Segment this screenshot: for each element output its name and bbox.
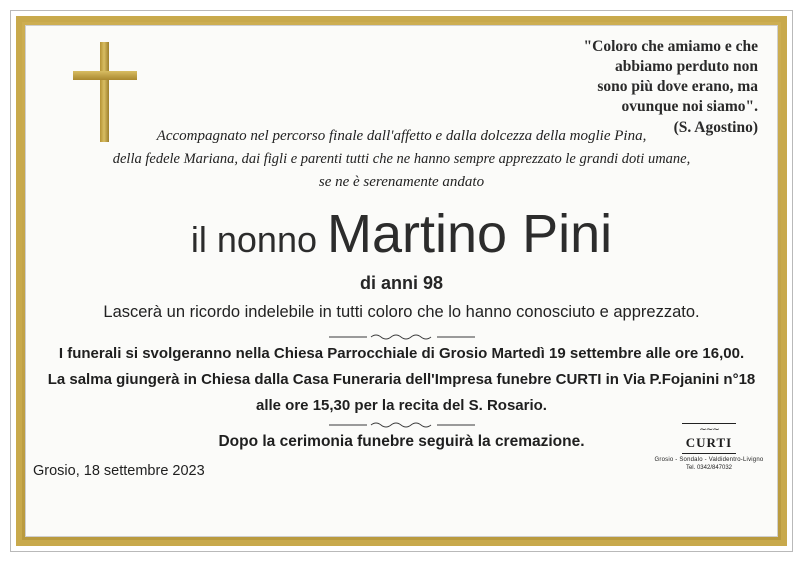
logo-telephone: Tel. 0342/847032 <box>685 465 733 471</box>
memory-line: Lascerà un ricordo indelebile in tutti coloro che lo hanno conosciuto e apprezzato. <box>103 303 700 321</box>
quote-line-1: "Coloro che amiamo e che <box>583 38 758 55</box>
intro-line-3: se ne è serenamente andato <box>318 173 485 190</box>
cremation-note: Dopo la cerimonia funebre seguirà la cremazione. <box>218 433 585 450</box>
wings-icon: ∼∼∼ <box>699 424 719 434</box>
deceased-name: Martino Pini <box>327 204 613 264</box>
deceased-name-block <box>25 203 778 265</box>
funeral-line-3: alle ore 15,30 per la recita del S. Rosario. <box>256 396 547 414</box>
quote-line-2: abbiamo perduto non <box>615 58 758 76</box>
funeral-line-1: I funerali si svolgeranno nella Chiesa Parrocchiale di Grosio Martedì 19 settembre alle ore 16,00. <box>58 345 745 362</box>
quote-author: (S. Agostino) <box>673 118 758 136</box>
intro-line-2: della fedele Mariana, dai figli e parenti tutti che ne hanno sempre apprezzato le grandi doti umane, <box>112 151 691 168</box>
epitaph-quote <box>448 37 758 138</box>
funeral-home-logo <box>650 423 768 471</box>
poster-content <box>25 25 778 537</box>
deceased-relation: il nonno <box>190 219 317 260</box>
funeral-details <box>25 341 778 418</box>
intro-line-1: Accompagnato nel percorso finale dall'affetto e dalla dolcezza della moglie Pina, <box>156 128 647 144</box>
logo-towns: Grosio - Sondalo - Valdidentro-Livigno <box>654 457 764 463</box>
intro-paragraph <box>25 125 778 194</box>
quote-line-3: sono più dove erano, ma <box>597 78 758 96</box>
logo-emblem <box>682 423 736 454</box>
funeral-line-2: La salma giungerà in Chiesa dalla Casa Funeraria dell'Impresa funebre CURTI in Via P.Fojanini n°18 <box>47 370 756 388</box>
cross-horizontal-bar <box>73 71 137 80</box>
place-and-date: Grosio, 18 settembre 2023 <box>33 463 205 479</box>
deceased-age: di anni 98 <box>359 273 444 293</box>
logo-brand: CURTI <box>685 435 733 450</box>
quote-line-4: ovunque noi siamo". <box>621 98 758 116</box>
